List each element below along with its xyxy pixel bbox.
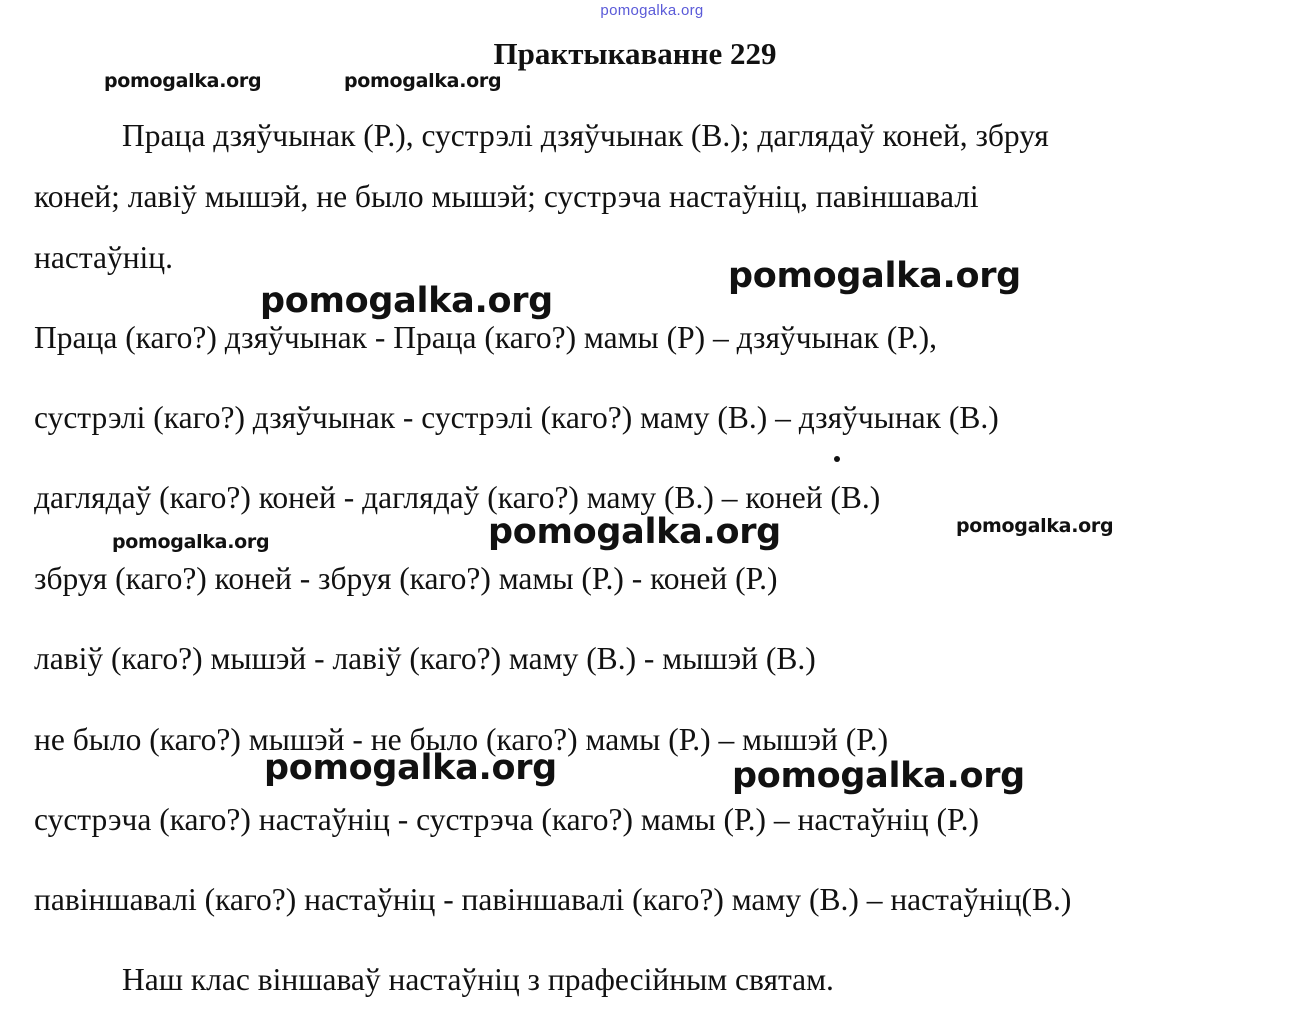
watermark: pomogalka.org	[104, 70, 262, 92]
watermark: pomogalka.org	[260, 281, 553, 321]
conclusion-line: Наш клас віншаваў настаўніц з прафесійным святам.	[122, 962, 834, 997]
analysis-line: Праца (каго?) дзяўчынак - Праца (каго?) мамы (Р) – дзяўчынак (Р.),	[34, 320, 938, 355]
watermark: pomogalka.org	[112, 531, 270, 553]
analysis-line: павіншавалі (каго?) настаўніц - павіншавалі (каго?) маму (В.) – настаўніц(В.)	[34, 882, 1072, 917]
stray-dot	[834, 456, 840, 462]
watermark: pomogalka.org	[488, 512, 781, 552]
exercise-line: коней; лавіў мышэй, не было мышэй; сустрэча настаўніц, павіншавалі	[34, 179, 979, 214]
analysis-line: даглядаў (каго?) коней - даглядаў (каго?) маму (В.) – коней (В.)	[34, 480, 881, 515]
watermark: pomogalka.org	[728, 256, 1021, 296]
analysis-line: не было (каго?) мышэй - не было (каго?) мамы (Р.) – мышэй (Р.)	[34, 722, 889, 757]
analysis-line: сустрэча (каго?) настаўніц - сустрэча (каго?) мамы (Р.) – настаўніц (Р.)	[34, 802, 979, 837]
analysis-line: лавіў (каго?) мышэй - лавіў (каго?) маму (В.) - мышэй (В.)	[34, 641, 816, 676]
watermark: pomogalka.org	[732, 756, 1025, 796]
exercise-line: настаўніц.	[34, 240, 174, 275]
watermark: pomogalka.org	[956, 515, 1114, 537]
watermark: pomogalka.org	[344, 70, 502, 92]
analysis-line: збруя (каго?) коней - збруя (каго?) мамы (Р.) - коней (Р.)	[34, 561, 778, 596]
analysis-line: сустрэлі (каго?) дзяўчынак - сустрэлі (каго?) маму (В.) – дзяўчынак (В.)	[34, 400, 999, 435]
watermark: pomogalka.org	[264, 748, 557, 788]
page-title: Практыкаванне 229	[493, 36, 777, 71]
site-link[interactable]: pomogalka.org	[600, 2, 704, 19]
exercise-line: Праца дзяўчынак (Р.), сустрэлі дзяўчынак (В.); даглядаў коней, збруя	[122, 118, 1049, 153]
